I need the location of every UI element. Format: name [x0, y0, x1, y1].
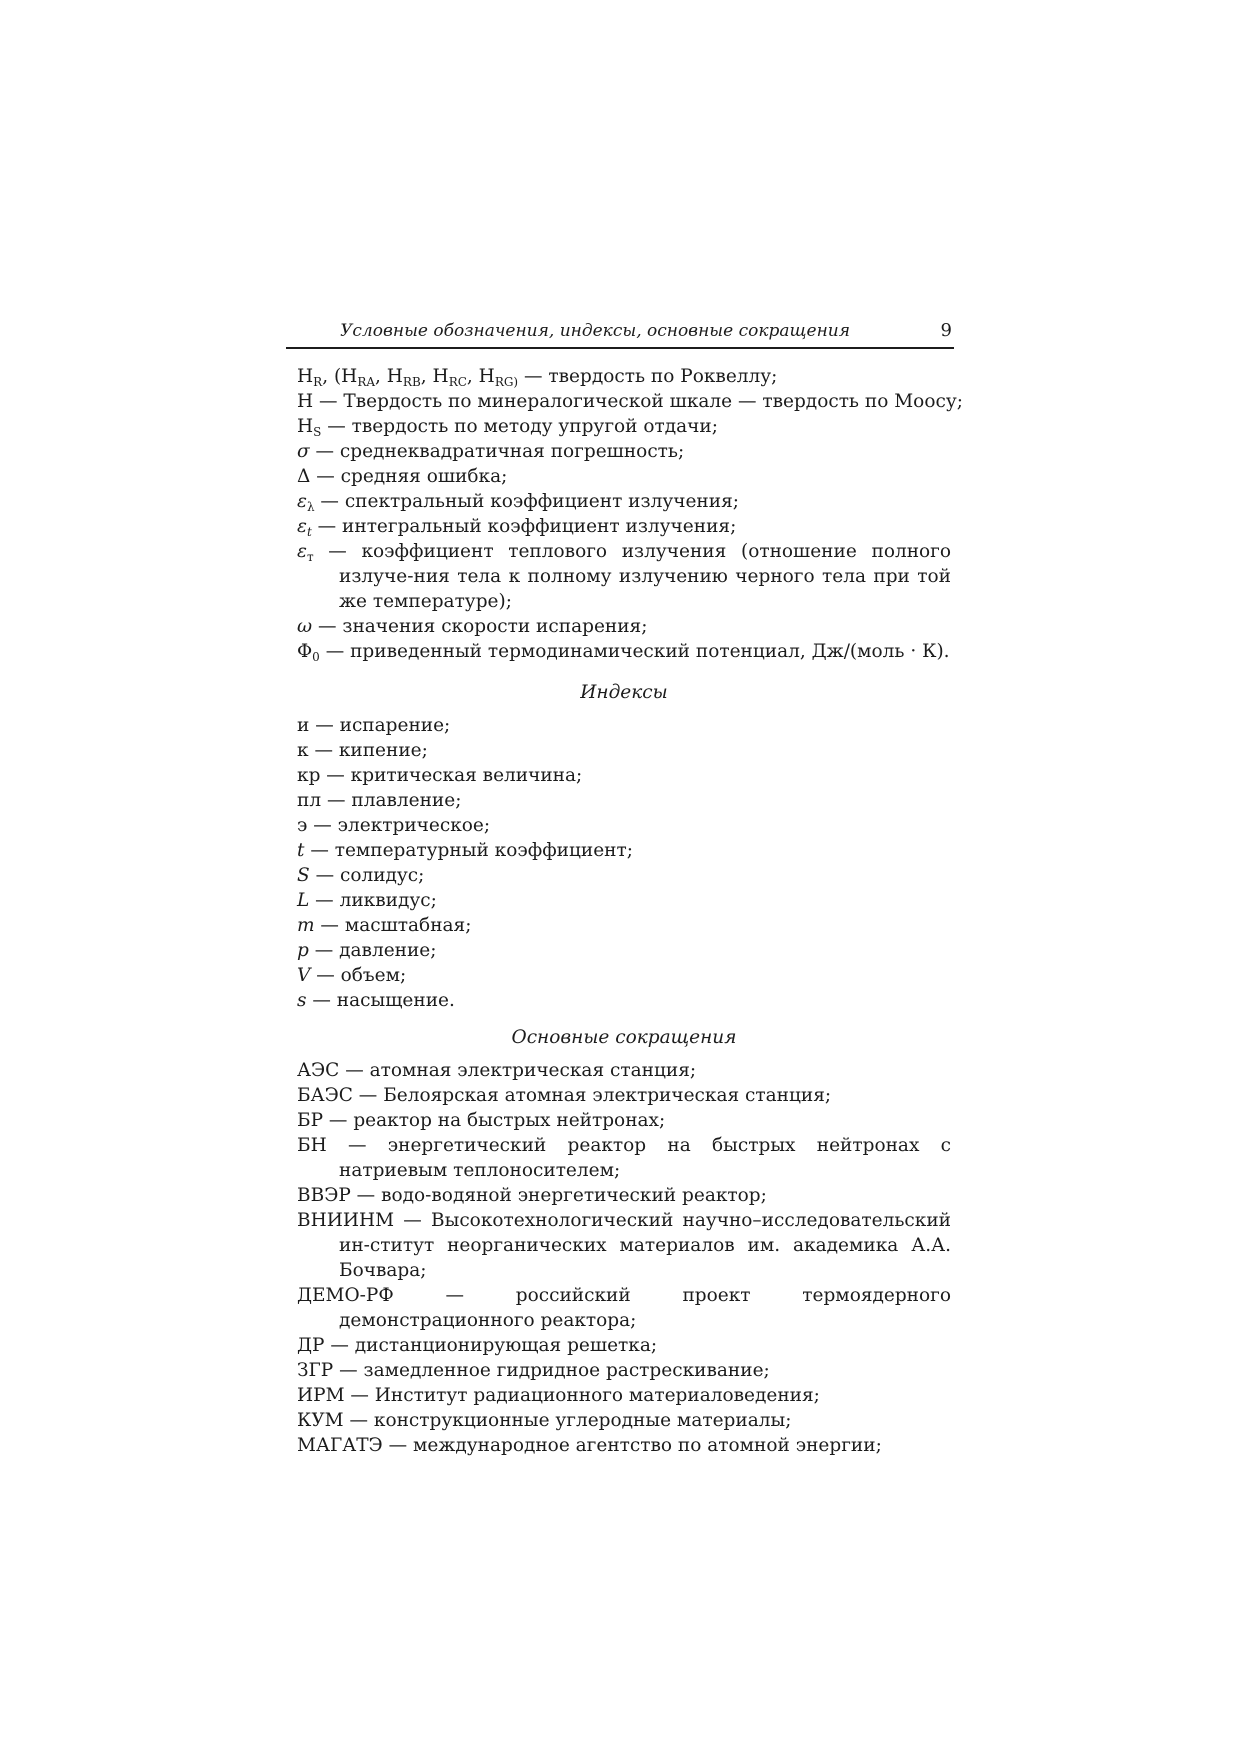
- list-item: L — ликвидус;: [297, 890, 437, 911]
- list-item: t — температурный коэффициент;: [297, 840, 633, 861]
- list-item: МАГАТЭ — международное агентство по атомной энергии;: [297, 1435, 882, 1456]
- list-item: и — испарение;: [297, 715, 451, 736]
- list-item: V — объем;: [297, 965, 407, 986]
- list-item: ВВЭР — водо-водяной энергетический реактор;: [297, 1185, 767, 1206]
- list-item: к — кипение;: [297, 740, 428, 761]
- notation-omega: ω — значения скорости испарения;: [297, 616, 648, 637]
- list-item: АЭС — атомная электрическая станция;: [297, 1060, 697, 1081]
- list-item: кр — критическая величина;: [297, 765, 583, 786]
- list-item: КУМ — конструкционные углеродные материалы;: [297, 1410, 792, 1431]
- notation-eps-t: $\varepsilon_t$ — интегральный коэффициент излучения;: [297, 516, 737, 539]
- list-item: m — масштабная;: [297, 915, 472, 936]
- notation-phi0: $\Phi_0$ — приведенный термодинамический потенциал, Дж/(моль · К).: [297, 641, 950, 664]
- section-title-indices: Индексы: [580, 682, 668, 703]
- list-item: S — солидус;: [297, 865, 425, 886]
- list-item: БАЭС — Белоярская атомная электрическая станция;: [297, 1085, 832, 1106]
- list-item: пл — плавление;: [297, 790, 462, 811]
- list-item: ДР — дистанционирующая решетка;: [297, 1335, 658, 1356]
- list-item: э — электрическое;: [297, 815, 491, 836]
- notation-eps-lambda: $\varepsilon_\lambda$ — спектральный коэффициент излучения;: [297, 491, 739, 514]
- list-item: БН — энергетический реактор на быстрых нейтронах с натриевым теплоносителем;: [297, 1135, 952, 1181]
- list-item: ДЕМО-РФ — российский проект термоядерного демонстрационного реактора;: [297, 1285, 951, 1331]
- notation-rebound: $H_S$ — твердость по методу упругой отдачи;: [297, 416, 718, 439]
- list-item: БР — реактор на быстрых нейтронах;: [297, 1110, 666, 1131]
- notation-mohs: H — Твердость по минералогической шкале — твердость по Моосу;: [297, 391, 963, 412]
- abbreviations-list: [297, 1058, 951, 1458]
- notation-list: [297, 364, 963, 664]
- notation-sigma: σ — среднеквадратичная погрешность;: [297, 441, 685, 462]
- notation-eps-thermal: $\varepsilon_т$ — коэффициент теплового излучения (отношение полного излуче-ния тела к полному излучению черного тела при той же температуре);: [297, 541, 952, 612]
- section-title-abbreviations: Основные сокращения: [511, 1027, 737, 1048]
- list-item: ИРМ — Институт радиационного материаловедения;: [297, 1385, 820, 1406]
- list-item: s — насыщение.: [297, 990, 455, 1011]
- running-header: [286, 319, 954, 349]
- notation-delta: Δ — средняя ошибка;: [297, 466, 508, 487]
- running-header-title: Условные обозначения, индексы, основные сокращения: [340, 321, 850, 341]
- indices-list: [297, 713, 951, 1013]
- notation-rockwell: $H_R$, ($H_{RA}$, $H_{RB}$, $H_{RC}$, $H_{RG)}$ — твердость по Роквеллу;: [297, 366, 778, 389]
- list-item: ЗГР — замедленное гидридное растрескивание;: [297, 1360, 770, 1381]
- list-item: ВНИИНМ — Высокотехнологический научно–исследовательский ин-ститут неорганических материалов им. академика А.А. Бочвара;: [297, 1210, 951, 1281]
- list-item: p — давление;: [297, 940, 437, 961]
- page-number: 9: [940, 320, 952, 341]
